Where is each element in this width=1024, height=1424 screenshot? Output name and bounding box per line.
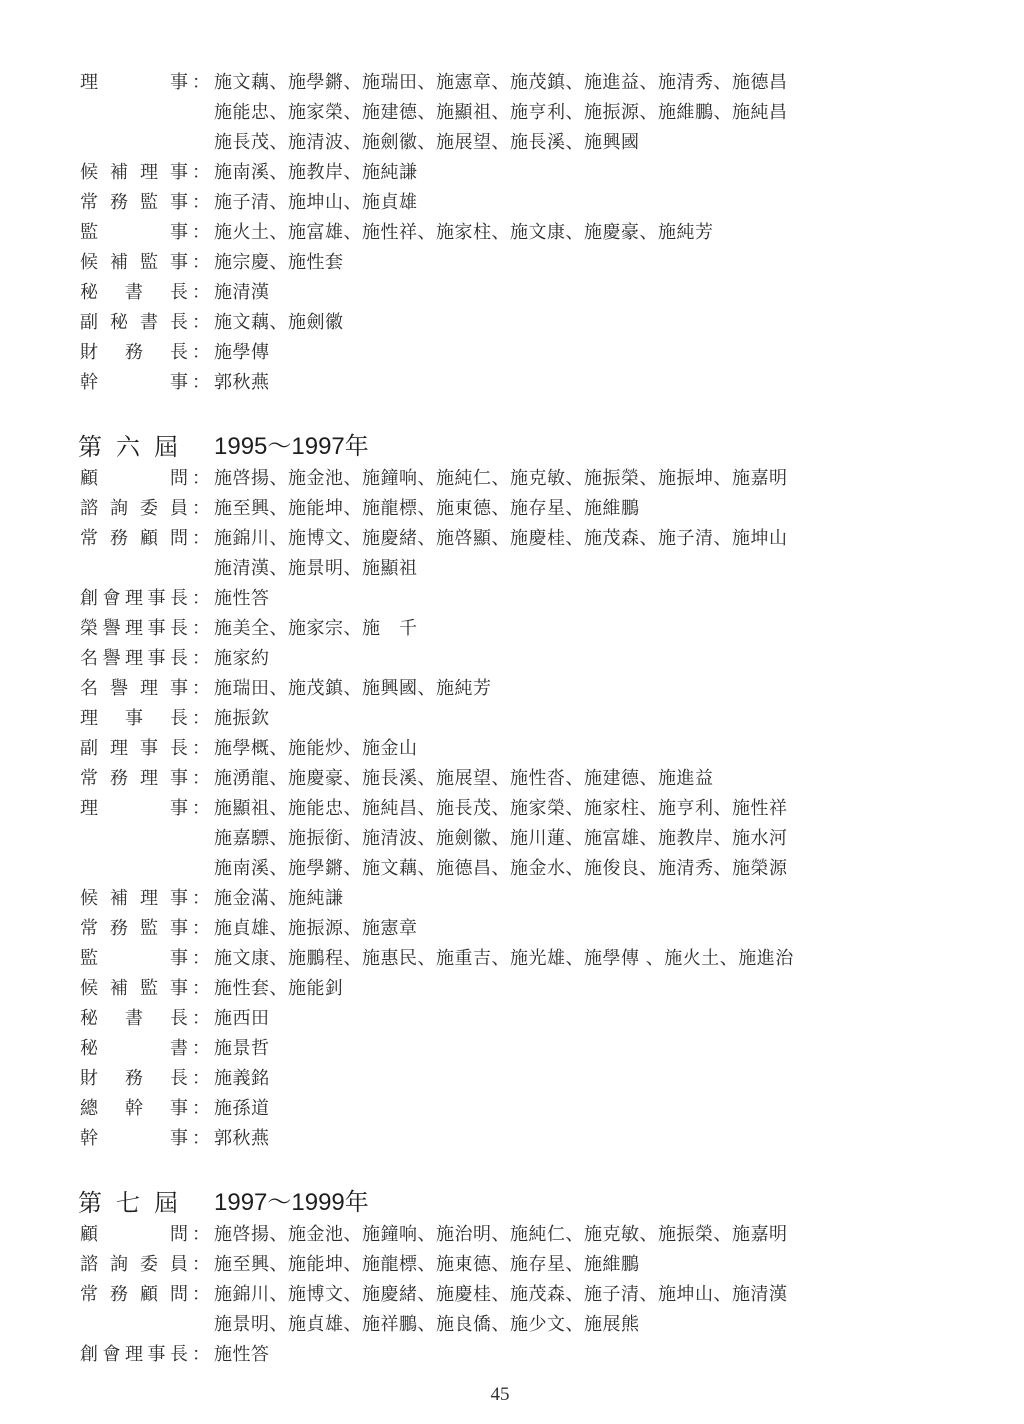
position-label: 監事: [80, 222, 188, 243]
colon-separator: ：: [192, 1008, 210, 1029]
roster-row: [0, 524, 1024, 554]
member-names: 施文藕、施劍徽: [214, 312, 344, 333]
member-names: 施宗慶、施性套: [214, 252, 344, 273]
member-names: 施子清、施坤山、施貞雄: [214, 192, 418, 213]
colon-separator: ：: [192, 252, 210, 273]
roster-row: [0, 824, 1024, 854]
position-label: 候補監事: [80, 978, 188, 999]
section-heading: [0, 1186, 1024, 1220]
roster-list: [0, 464, 1024, 1154]
member-names: 施清漢: [214, 282, 270, 303]
roster-row: [0, 158, 1024, 188]
member-names: 施顯祖、施能忠、施純昌、施長茂、施家榮、施家柱、施亨利、施性祥: [214, 798, 788, 819]
roster-row: [0, 1250, 1024, 1280]
member-names: 施金滿、施純謙: [214, 888, 344, 909]
seventh-term-section: [0, 1186, 1024, 1370]
colon-separator: ：: [192, 372, 210, 393]
position-label: 候補理事: [80, 888, 188, 909]
position-label: 理事: [80, 798, 188, 819]
member-names: 施啓揚、施金池、施鐘响、施純仁、施克敏、施振榮、施振坤、施嘉明: [214, 468, 788, 489]
sixth-term-section: [0, 430, 1024, 1154]
colon-separator: ：: [192, 888, 210, 909]
member-names: 施錦川、施博文、施慶緒、施慶桂、施茂森、施子清、施坤山、施清漢: [214, 1284, 788, 1305]
term-title: 第七屆: [78, 1189, 192, 1217]
position-label: 創會理事長: [80, 588, 188, 609]
member-names: 施景哲: [214, 1038, 270, 1059]
member-names: 施學傳: [214, 342, 270, 363]
colon-separator: ：: [192, 312, 210, 333]
colon-separator: ：: [192, 72, 210, 93]
member-names: 施火土、施富雄、施性祥、施家柱、施文康、施慶豪、施純芳: [214, 222, 714, 243]
member-names: 施景明、施貞雄、施祥鵬、施良僑、施少文、施展熊: [214, 1314, 640, 1335]
colon-separator: ：: [192, 222, 210, 243]
position-label: 常務顧問: [80, 528, 188, 549]
roster-row: [0, 1340, 1024, 1370]
roster-row: [0, 338, 1024, 368]
member-names: 施貞雄、施振源、施憲章: [214, 918, 418, 939]
roster-row: [0, 248, 1024, 278]
position-label: 副理事長: [80, 738, 188, 759]
roster-row: [0, 734, 1024, 764]
position-label: 名譽理事長: [80, 648, 188, 669]
colon-separator: ：: [192, 498, 210, 519]
member-names: 施清漢、施景明、施顯祖: [214, 558, 418, 579]
member-names: 郭秋燕: [214, 1128, 270, 1149]
colon-separator: ：: [192, 588, 210, 609]
position-label: 顧問: [80, 468, 188, 489]
position-label: 總幹事: [80, 1098, 188, 1119]
colon-separator: ：: [192, 618, 210, 639]
member-names: 施南溪、施學鏘、施文藕、施德昌、施金水、施俊良、施清秀、施榮源: [214, 858, 788, 879]
member-names: 施性答: [214, 588, 270, 609]
member-names: 施孫道: [214, 1098, 270, 1119]
position-label: 創會理事長: [80, 1344, 188, 1365]
roster-row: [0, 674, 1024, 704]
fifth-term-continuation: [0, 68, 1024, 398]
position-label: 名譽理事: [80, 678, 188, 699]
roster-row: [0, 308, 1024, 338]
position-label: 秘書長: [80, 282, 188, 303]
roster-row: [0, 98, 1024, 128]
roster-row: [0, 1280, 1024, 1310]
colon-separator: ：: [192, 192, 210, 213]
member-names: 施西田: [214, 1008, 270, 1029]
roster-row: [0, 704, 1024, 734]
member-names: 郭秋燕: [214, 372, 270, 393]
member-names: 施性答: [214, 1344, 270, 1365]
roster-row: [0, 914, 1024, 944]
roster-row: [0, 944, 1024, 974]
term-title: 第六屆: [78, 433, 192, 461]
position-label: 秘書: [80, 1038, 188, 1059]
colon-separator: ：: [192, 1098, 210, 1119]
member-names: 施錦川、施博文、施慶緒、施啓顯、施慶桂、施茂森、施子清、施坤山: [214, 528, 788, 549]
roster-row: [0, 68, 1024, 98]
roster-row: [0, 494, 1024, 524]
position-label: 幹事: [80, 372, 188, 393]
position-label: 榮譽理事長: [80, 618, 188, 639]
roster-row: [0, 794, 1024, 824]
colon-separator: ：: [192, 468, 210, 489]
roster-row: [0, 974, 1024, 1004]
member-names: 施學概、施能炒、施金山: [214, 738, 418, 759]
member-names: 施家約: [214, 648, 270, 669]
roster-row: [0, 278, 1024, 308]
member-names: 施啓揚、施金池、施鐘响、施治明、施純仁、施克敏、施振榮、施嘉明: [214, 1224, 788, 1245]
colon-separator: ：: [192, 738, 210, 759]
colon-separator: ：: [192, 978, 210, 999]
colon-separator: ：: [192, 708, 210, 729]
roster-row: [0, 884, 1024, 914]
member-names: 施美全、施家宗、施 千: [214, 618, 418, 639]
position-label: 常務監事: [80, 918, 188, 939]
member-names: 施義銘: [214, 1068, 270, 1089]
colon-separator: ：: [192, 162, 210, 183]
colon-separator: ：: [192, 798, 210, 819]
roster-row: [0, 764, 1024, 794]
roster-row: [0, 1034, 1024, 1064]
roster-row: [0, 464, 1024, 494]
colon-separator: ：: [192, 282, 210, 303]
roster-row: [0, 1220, 1024, 1250]
position-label: 諮詢委員: [80, 1254, 188, 1275]
colon-separator: ：: [192, 528, 210, 549]
position-label: 常務監事: [80, 192, 188, 213]
roster-row: [0, 1064, 1024, 1094]
colon-separator: ：: [192, 1224, 210, 1245]
position-label: 幹事: [80, 1128, 188, 1149]
position-label: 諮詢委員: [80, 498, 188, 519]
member-names: 施長茂、施清波、施劍徽、施展望、施長溪、施興國: [214, 132, 640, 153]
roster-row: [0, 1124, 1024, 1154]
colon-separator: ：: [192, 678, 210, 699]
position-label: 監事: [80, 948, 188, 969]
section-heading: [0, 430, 1024, 464]
member-names: 施性套、施能釗: [214, 978, 344, 999]
colon-separator: ：: [192, 1344, 210, 1365]
member-names: 施至興、施能坤、施龍標、施東德、施存星、施維鵬: [214, 498, 640, 519]
position-label: 常務理事: [80, 768, 188, 789]
term-years: 1997～1999年: [214, 1189, 369, 1216]
roster-row: [0, 128, 1024, 158]
member-names: 施南溪、施教岸、施純謙: [214, 162, 418, 183]
colon-separator: ：: [192, 1128, 210, 1149]
colon-separator: ：: [192, 1284, 210, 1305]
roster-row: [0, 644, 1024, 674]
position-label: 財務長: [80, 342, 188, 363]
member-names: 施能忠、施家榮、施建德、施顯祖、施亨利、施振源、施維鵬、施純昌: [214, 102, 788, 123]
colon-separator: ：: [192, 648, 210, 669]
roster-row: [0, 584, 1024, 614]
member-names: 施瑞田、施茂鎮、施興國、施純芳: [214, 678, 492, 699]
member-names: 施振欽: [214, 708, 270, 729]
member-names: 施嘉驃、施振銜、施清波、施劍徽、施川蓮、施富雄、施教岸、施水河: [214, 828, 788, 849]
colon-separator: ：: [192, 948, 210, 969]
member-names: 施湧龍、施慶豪、施長溪、施展望、施性沓、施建德、施進益: [214, 768, 714, 789]
position-label: 理事: [80, 72, 188, 93]
member-names: 施文康、施鵬程、施惠民、施重吉、施光雄、施學傳 、施火土、施進治: [214, 948, 794, 969]
roster-row: [0, 188, 1024, 218]
colon-separator: ：: [192, 918, 210, 939]
position-label: 候補理事: [80, 162, 188, 183]
roster-row: [0, 218, 1024, 248]
position-label: 候補監事: [80, 252, 188, 273]
position-label: 副秘書長: [80, 312, 188, 333]
position-label: 理事長: [80, 708, 188, 729]
colon-separator: ：: [192, 768, 210, 789]
colon-separator: ：: [192, 1038, 210, 1059]
roster-row: [0, 1310, 1024, 1340]
colon-separator: ：: [192, 1068, 210, 1089]
roster-row: [0, 554, 1024, 584]
roster-row: [0, 854, 1024, 884]
position-label: 財務長: [80, 1068, 188, 1089]
roster-row: [0, 1004, 1024, 1034]
roster-row: [0, 1094, 1024, 1124]
roster-row: [0, 368, 1024, 398]
position-label: 顧問: [80, 1224, 188, 1245]
term-years: 1995～1997年: [214, 433, 369, 460]
colon-separator: ：: [192, 342, 210, 363]
member-names: 施文藕、施學鏘、施瑞田、施憲章、施茂鎮、施進益、施清秀、施德昌: [214, 72, 788, 93]
page-number: 45: [490, 1384, 510, 1405]
roster-row: [0, 614, 1024, 644]
position-label: 秘書長: [80, 1008, 188, 1029]
colon-separator: ：: [192, 1254, 210, 1275]
member-names: 施至興、施能坤、施龍標、施東德、施存星、施維鵬: [214, 1254, 640, 1275]
roster-list: [0, 1220, 1024, 1370]
position-label: 常務顧問: [80, 1284, 188, 1305]
